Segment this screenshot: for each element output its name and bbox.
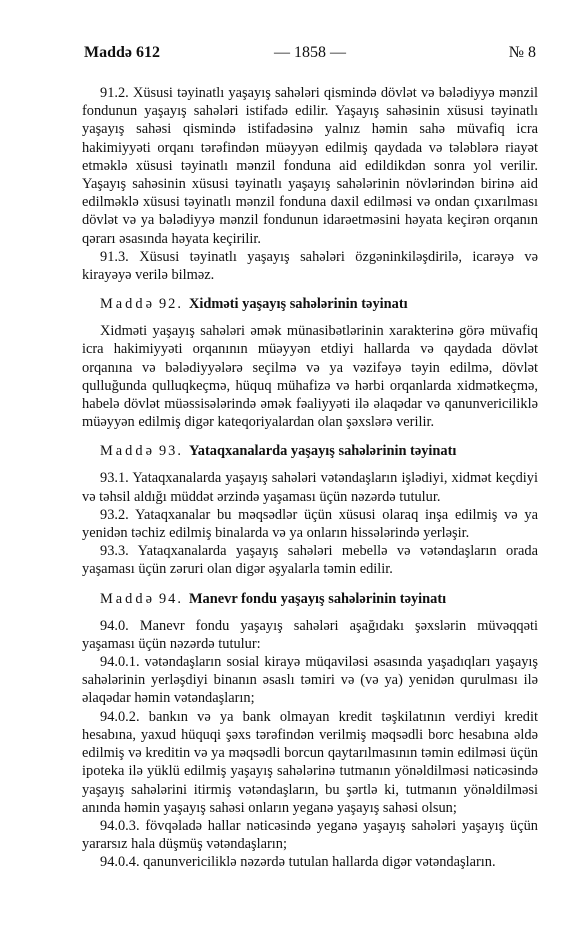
paragraph-94-0-2: 94.0.2. bankın və ya bank olmayan kredit təşkilatının verdiyi kredit hesabına, yaxud hüquqi şəxs tərəfindən verilmiş məqsədli borc hesabına əldə edilmiş və kreditin və ya məqsədli borcun qaytarılmasının təmin edilməsi üçün ipoteka ilə yüklü edilmiş yaşayış sahələrinə tutmanın yönəldilməsi nəticəsində yaşayış sahələrini itirmiş vətəndaşların, bu şərtlə ki, tutmanın yönəldilməsi anında həmin yaşayış sahəsi onların yeganə yaşayış sahəsi olsun; [82, 708, 538, 816]
article-number: 94. [158, 590, 183, 607]
article-word: Maddə [100, 296, 155, 313]
article-word: Maddə [100, 590, 155, 607]
page-body [82, 84, 538, 872]
paragraph-94-0-4: 94.0.4. qanunvericiliklə nəzərdə tutulan hallarda digər vətəndaşların. [100, 854, 496, 871]
article-title: Xidməti yaşayış sahələrinin təyinatı [188, 296, 408, 313]
paragraph-94-0-1: 94.0.1. vətəndaşların sosial kirayə müqaviləsi əsasında yaşadıqları yaşayış sahələrinin yerləşdiyi binanın əsaslı təmiri və (və ya) yenidən qurulması ilə əlaqədar həmin vətəndaşların; [82, 654, 538, 707]
paragraph-92: Xidməti yaşayış sahələri əmək münasibətlərinin xarakterinə görə müvafiq icra hakimiyyəti orqanının müəyyən etdiyi hallarda və qaydada dövlət orqanına və bələdiyyələrə seçilmə və ya vəzifəyə təyin edilmə, dövlət qulluğunda qulluqkeçmə, hüquq mühafizə və hərbi orqanlarda xidmətkeçmə, habelə dövlət müəssisələrində əmək fəaliyyəti ilə əlaqədar və qanunvericiliklə müəyyən edilmiş digər kateqoriyalardan olan şəxslərə verilir. [82, 323, 538, 431]
article-reference: Maddə 612 [84, 44, 160, 61]
page-header [84, 44, 536, 66]
article-word: Maddə [100, 443, 155, 460]
page-number: — 1858 — [274, 44, 346, 61]
article-92-heading [100, 295, 538, 313]
article-title: Manevr fondu yaşayış sahələrinin təyinatı [188, 590, 447, 607]
paragraph-94-0-3: 94.0.3. fövqəladə hallar nəticəsində yeganə yaşayış sahələri yaşayış üçün yararsız hala düşmüş vətəndaşların; [82, 817, 538, 853]
paragraph-91-3: 91.3. Xüsusi təyinatlı yaşayış sahələri özgəninkiləşdirilə, icarəyə və kirayəyə verilə bilməz. [82, 248, 538, 284]
paragraph-93-3: 93.3. Yataqxanalarda yaşayış sahələri mebellə və vətəndaşların orada yaşaması üçün zəruri olan digər əşyalarla təmin edilir. [82, 543, 538, 578]
paragraph-94-0: 94.0. Manevr fondu yaşayış sahələri aşağıdakı şəxslərin müvəqqəti yaşaması üçün nəzərdə tutulur: [82, 617, 538, 652]
article-title: Yataqxanalarda yaşayış sahələrinin təyinatı [188, 443, 457, 460]
article-94-heading [100, 590, 538, 608]
paragraph-91-2: 91.2. Xüsusi təyinatlı yaşayış sahələri qismində dövlət və bələdiyyə mənzil fondunun yaşayış sahələri istifadə edilir. Yaşayış sahəsinin xüsusi təyinatlı yaşayış sahəsi qismində istifadəsinə yalnız həmin sahə müvafiq icra hakimiyyəti orqanı tərəfindən müəyyən edilmiş qaydada və tələblərə riayət etməklə xüsusi təyinatlı mənzil fonduna aid edildikdən sonra yol verilir. Yaşayış sahəsinin xüsusi təyinatlı yaşayış sahələrinin növlərindən birinə aid edilməklə xüsusi təyinatlı mənzil fonduna daxil edilməsi və ondan çıxarılması dövlət və ya bələdiyyə mənzil fondunun idarəetməsini həyata keçirən orqanın qərarı əsasında həyata keçirilir. [82, 85, 538, 247]
article-number: 92. [158, 296, 183, 313]
paragraph-93-2: 93.2. Yataqxanalar bu məqsədlər üçün xüsusi olaraq inşa edilmiş və ya yenidən təchiz edilmiş binalarda və ya onların hissələrində yerləşir. [82, 506, 538, 542]
issue-number: № 8 [508, 44, 536, 61]
article-number: 93. [158, 443, 183, 460]
paragraph-93-1: 93.1. Yataqxanalarda yaşayış sahələri vətəndaşların işlədiyi, xidmət keçdiyi və təhsil aldığı müddət ərzində yaşaması üçün nəzərdə tutulur. [82, 470, 538, 505]
article-93-heading [100, 442, 538, 460]
